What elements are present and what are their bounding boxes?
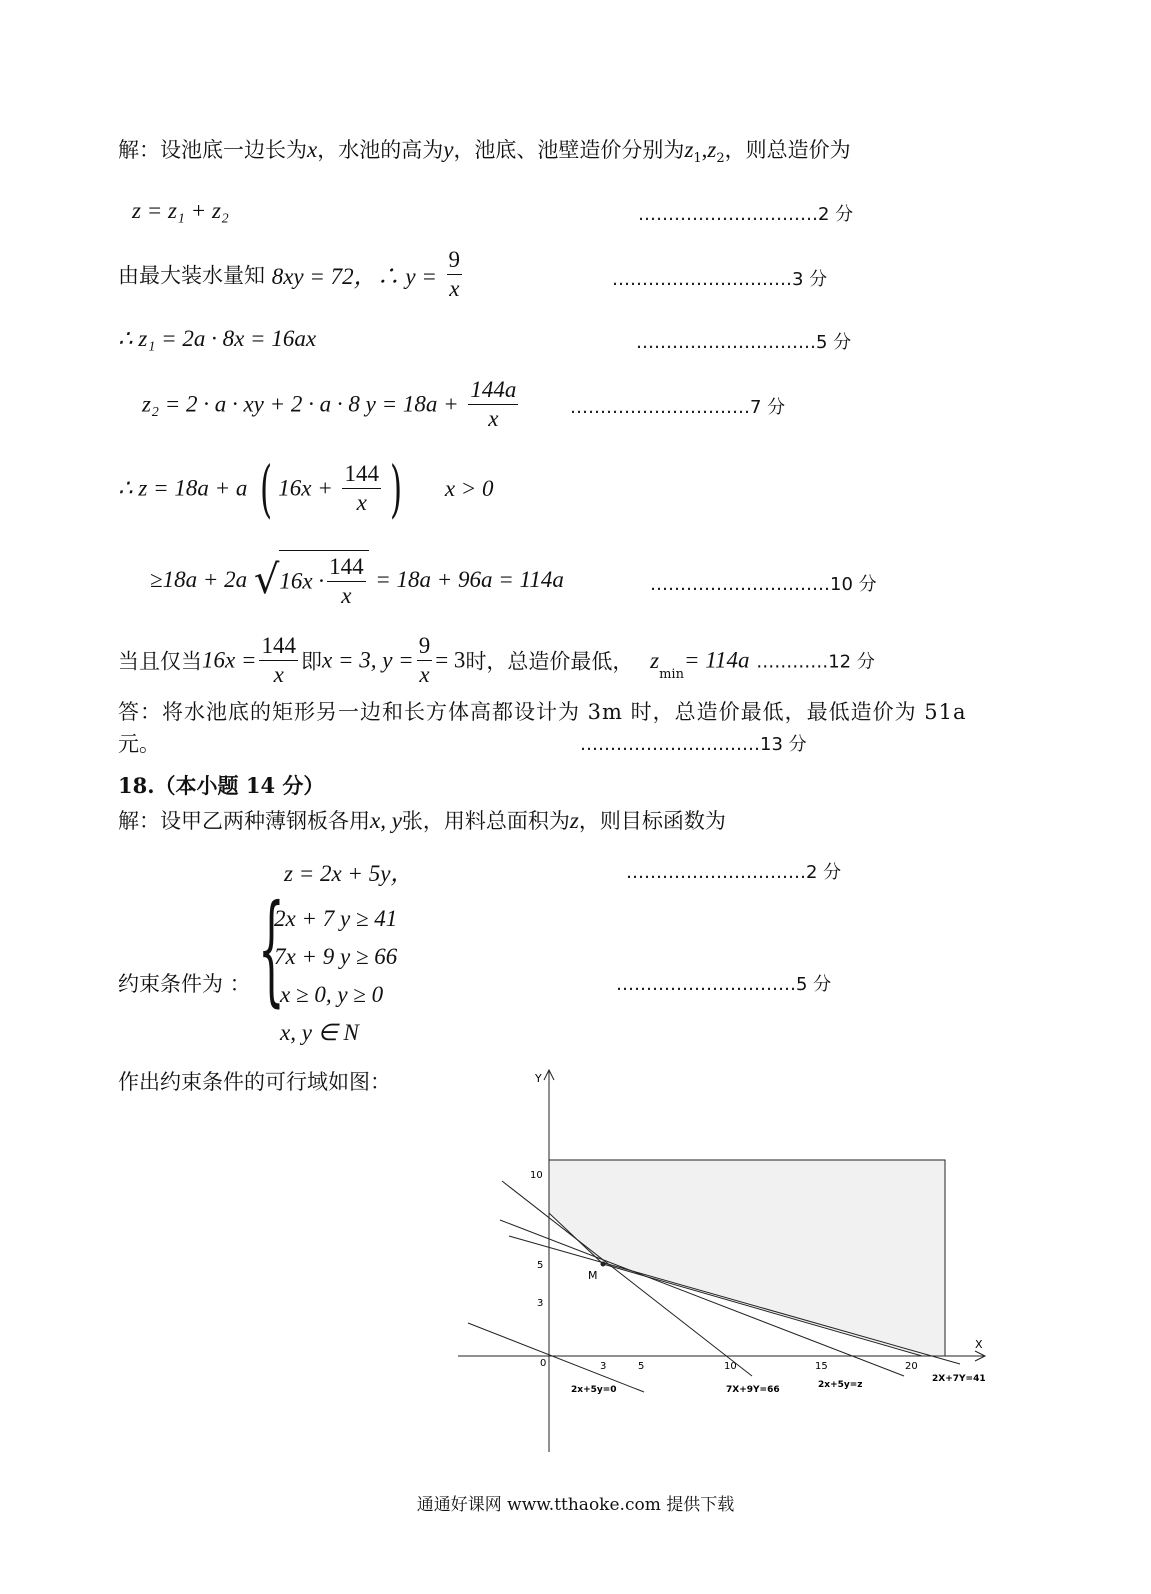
y-tick: 10 <box>530 1170 543 1181</box>
constraint-1: 2x + 7 y ≥ 41 <box>274 906 398 931</box>
objective-function: z = 2x + 5y， <box>284 861 414 886</box>
figure-caption: 作出约束条件的可行域如图： <box>118 1070 391 1094</box>
eq-z2: z₂ = 2 · a · xy + 2 · a · 8 y = 18a + $\frac{144a}{x}$ <box>142 377 517 431</box>
score-7: …………………………7 分 <box>570 397 786 418</box>
score-2b: …………………………2 分 <box>626 862 842 883</box>
eq-volume: 由最大装水量知 8xy = 72，∴ y = $\frac{9}{x}$ <box>118 247 461 301</box>
fraction-9-over-x: $\frac{9}{x}$ <box>448 247 461 301</box>
score-2: …………………………2 分 <box>638 204 854 225</box>
x-axis-label: X <box>975 1338 983 1351</box>
line-2x5y0 <box>468 1323 644 1392</box>
score-13: …………………………13 分 <box>580 734 807 755</box>
feasible-region <box>549 1160 945 1356</box>
line-label: 7X+9Y=66 <box>726 1385 780 1395</box>
constraint-label: 约束条件为 ： <box>118 972 251 996</box>
score-5a: …………………………5 分 <box>636 332 852 353</box>
page-footer: 通通好课网 www.tthaoke.com 提供下载 <box>416 1495 735 1515</box>
constraint-brace: { <box>258 880 285 1019</box>
answer-text-cont: 元。 <box>118 732 160 756</box>
constraint-3: x ≥ 0, y ≥ 0 <box>280 982 384 1007</box>
p18-heading: 18.（本小题 14 分） <box>118 773 325 798</box>
eq-total-cost: z = z₁ + z₂ <box>132 198 229 223</box>
eq-z1: ∴ z₁ = 2a · 8x = 16ax <box>118 326 317 351</box>
line-label: 2x+5y=z <box>818 1380 863 1390</box>
eq-equality-condition: 当且仅当16x = $\frac{144}{x}$ 即x = 3, y = $\frac{9}{x}$ = 3时，总造价最低， $z_{min}= 114a$ …………12 分 <box>118 633 875 687</box>
x-tick: 3 <box>600 1361 607 1372</box>
x-tick: 5 <box>638 1361 645 1372</box>
line-label: 2X+7Y=41 <box>932 1374 986 1384</box>
x-tick: 10 <box>724 1361 737 1372</box>
constraint-2: 7x + 9 y ≥ 66 <box>274 944 398 969</box>
x-tick: 15 <box>815 1361 828 1372</box>
score-3: …………………………3 分 <box>612 269 828 290</box>
p17-intro: 解：设池底一边长为x，水池的高为y，池底、池壁造价分别为$z_1,z_2$，则总造价为 <box>118 137 851 166</box>
point-m <box>601 1262 606 1267</box>
origin-label: 0 <box>540 1358 547 1369</box>
answer-text: 答：将水池底的矩形另一边和长方体高都设计为 3m 时，总造价最低，最低造价为 51a <box>118 700 967 724</box>
x-tick: 20 <box>905 1361 918 1372</box>
score-10: …………………………10 分 <box>650 574 877 595</box>
y-tick: 5 <box>537 1260 544 1271</box>
eq-inequality: ≥18a + 2a √16x · $\frac{144}{x}$ = 18a + 96a = 114a <box>150 550 564 610</box>
line-label: 2x+5y=0 <box>571 1385 617 1395</box>
eq-z-expression: ∴ z = 18a + a ( 16x + $\frac{144}{x}$ ) x > 0 <box>118 452 494 525</box>
point-m-label: M <box>588 1269 598 1282</box>
y-tick: 3 <box>537 1298 544 1309</box>
constraint-4: x, y ∈ N <box>280 1020 359 1045</box>
y-axis-label: Y <box>535 1072 542 1085</box>
p18-intro: 解：设甲乙两种薄钢板各用x, y张，用料总面积为z，则目标函数为 <box>118 808 726 833</box>
score-5b: …………………………5 分 <box>616 974 832 995</box>
